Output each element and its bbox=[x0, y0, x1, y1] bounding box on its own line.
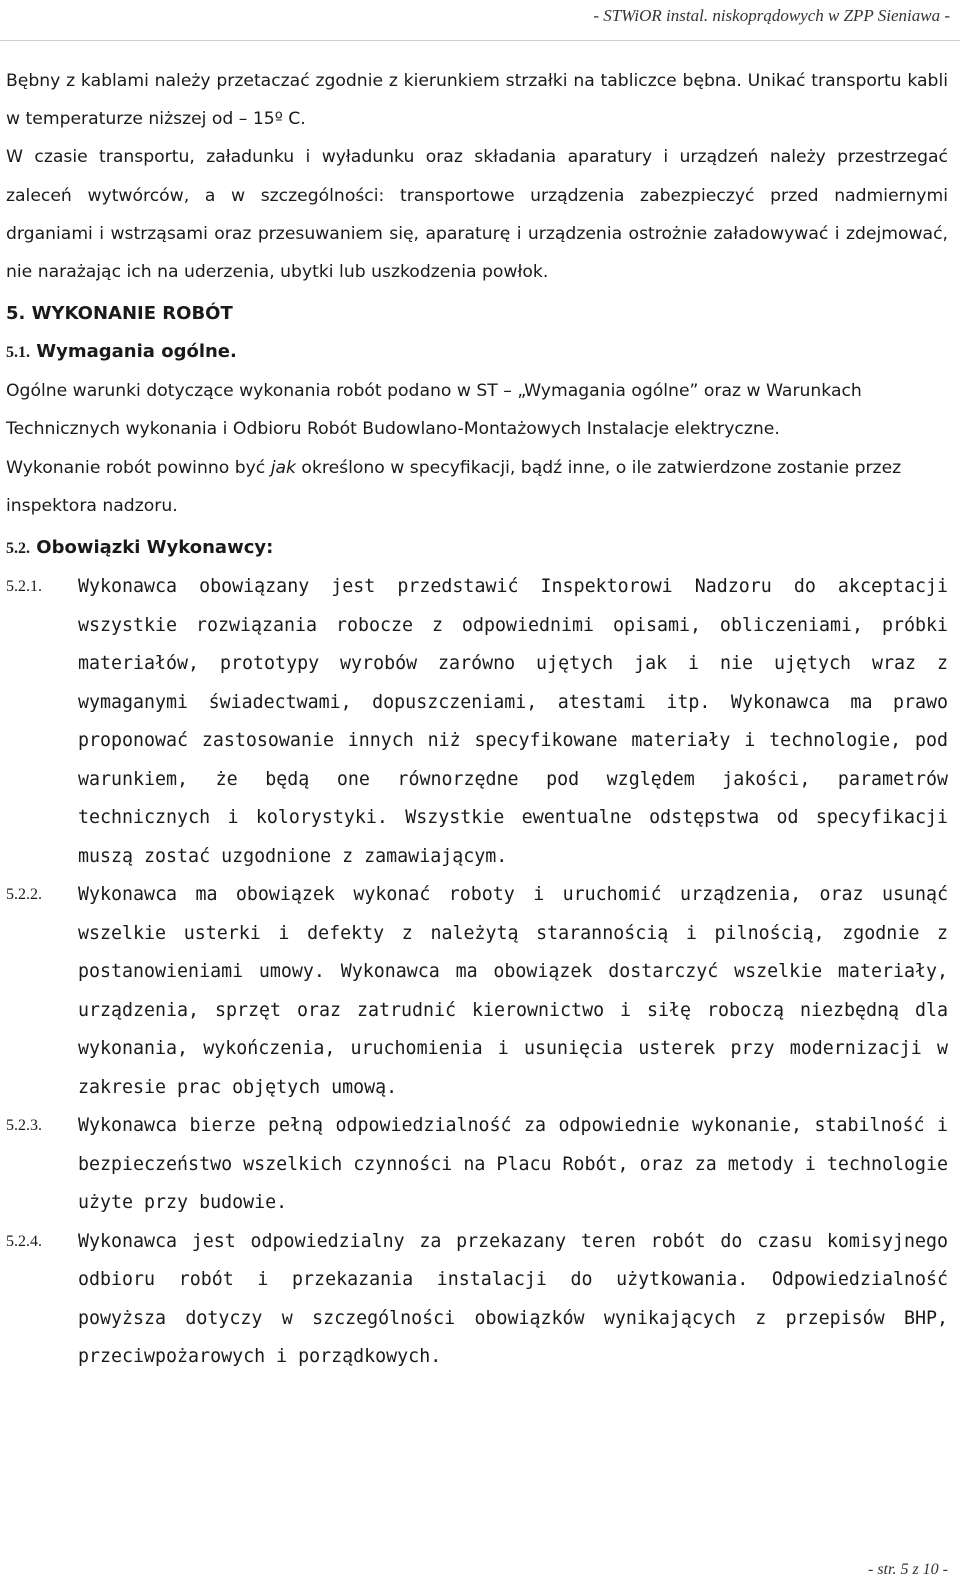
general-conditions-paragraph: Ogólne warunki dotyczące wykonania robót podano w ST – „Wymagania ogólne” oraz w Warunkach Technicznych wykonania i Odbioru Robót Budowlano-Montażowych Instalacje elektryczne. bbox=[6, 381, 862, 440]
list-item-number: 5.2.2. bbox=[6, 886, 42, 904]
section-heading-5: 5. WYKONANIE ROBÓT bbox=[6, 303, 233, 325]
subsection-heading-5-2 bbox=[6, 529, 948, 568]
header-divider bbox=[0, 40, 960, 41]
execution-text-end: określono w specyfikacji, bądź inne, o ile zatwierdzone zostanie przez inspektora nadzoru. bbox=[6, 457, 902, 516]
subsection-number: 5.1. bbox=[6, 344, 30, 362]
document-body bbox=[6, 62, 948, 1377]
intro-paragraph-cables: Bębny z kablami należy przetaczać zgodnie z kierunkiem strzałki na tabliczce bębna. Unikać transportu kabli w temperaturze niższej od – 15º C. bbox=[6, 71, 948, 130]
list-item-number: 5.2.3. bbox=[6, 1117, 42, 1135]
list-item-text: Wykonawca jest odpowiedzialny za przekazany teren robót do czasu komisyjnego odbioru robót i przekazania instalacji do użytkowania. Odpowiedzialność powyższa dotyczy w szczególności obowiązków wynikających z przepisów BHP, przeciwpożarowych i porządkowych. bbox=[78, 1230, 948, 1368]
subsection-heading-5-1 bbox=[6, 333, 948, 372]
execution-text-start: Wykonanie robót powinno być bbox=[6, 457, 271, 478]
list-item-text: Wykonawca obowiązany jest przedstawić Inspektorowi Nadzoru do akceptacji wszystkie rozwiązania robocze z odpowiednimi opisami, obliczeniami, próbki materiałów, prototypy wyrobów zarówno ujętych jak i nie ujętych wraz z wymaganymi świadectwami, dopuszczeniami, atestami itp. Wykonawca ma prawo proponować zastosowanie innych niż specyfikowane materiały i technologie, pod warunkiem, że będą one równorzędne pod względem jakości, parametrów technicznych i kolorystyki. Wszystkie ewentualne odstępstwa od specyfikacji muszą zostać uzgodnione z zamawiającym. bbox=[78, 576, 948, 867]
page-header: - STWiOR instal. niskoprądowych w ZPP Sieniawa - bbox=[593, 6, 950, 25]
list-item-number: 5.2.4. bbox=[6, 1232, 42, 1250]
execution-text-italic: jak bbox=[270, 457, 296, 478]
list-item bbox=[6, 876, 948, 1107]
subsection-title: Obowiązki Wykonawcy: bbox=[36, 537, 274, 559]
list-item-text: Wykonawca ma obowiązek wykonać roboty i uruchomić urządzenia, oraz usunąć wszelkie usterki i defekty z należytą starannością i pilnością, zgodnie z postanowieniami umowy. Wykonawca ma obowiązek dostarczyć wszelkie materiały, urządzenia, sprzęt oraz zatrudnić kierownictwo i siłę roboczą niezbędną dla wykonania, wykończenia, uruchomienia i usunięcia usterek przy modernizacji w zakresie prac objętych umową. bbox=[78, 884, 948, 1098]
subsection-number: 5.2. bbox=[6, 540, 30, 558]
list-item bbox=[6, 1107, 948, 1223]
intro-paragraph-transport: W czasie transportu, załadunku i wyładunku oraz składania aparatury i urządzeń należy przestrzegać zaleceń wytwórców, a w szczególności: transportowe urządzenia zabezpieczyć przed nadmiernymi drganiami i wstrząsami oraz przesuwaniem się, aparaturę i urządzenia ostrożnie załadowywać i zdejmować, nie narażając ich na uderzenia, ubytki lub uszkodzenia powłok. bbox=[6, 147, 948, 283]
execution-paragraph bbox=[6, 449, 948, 525]
page-number: - str. 5 z 10 - bbox=[867, 1561, 948, 1578]
list-item bbox=[6, 568, 948, 876]
list-item bbox=[6, 1223, 948, 1377]
list-item-number: 5.2.1. bbox=[6, 578, 42, 596]
list-item-text: Wykonawca bierze pełną odpowiedzialność za odpowiednie wykonanie, stabilność i bezpieczeństwo wszelkich czynności na Placu Robót, oraz za metody i technologie użyte przy budowie. bbox=[78, 1115, 948, 1214]
subsection-title: Wymagania ogólne. bbox=[36, 341, 237, 363]
